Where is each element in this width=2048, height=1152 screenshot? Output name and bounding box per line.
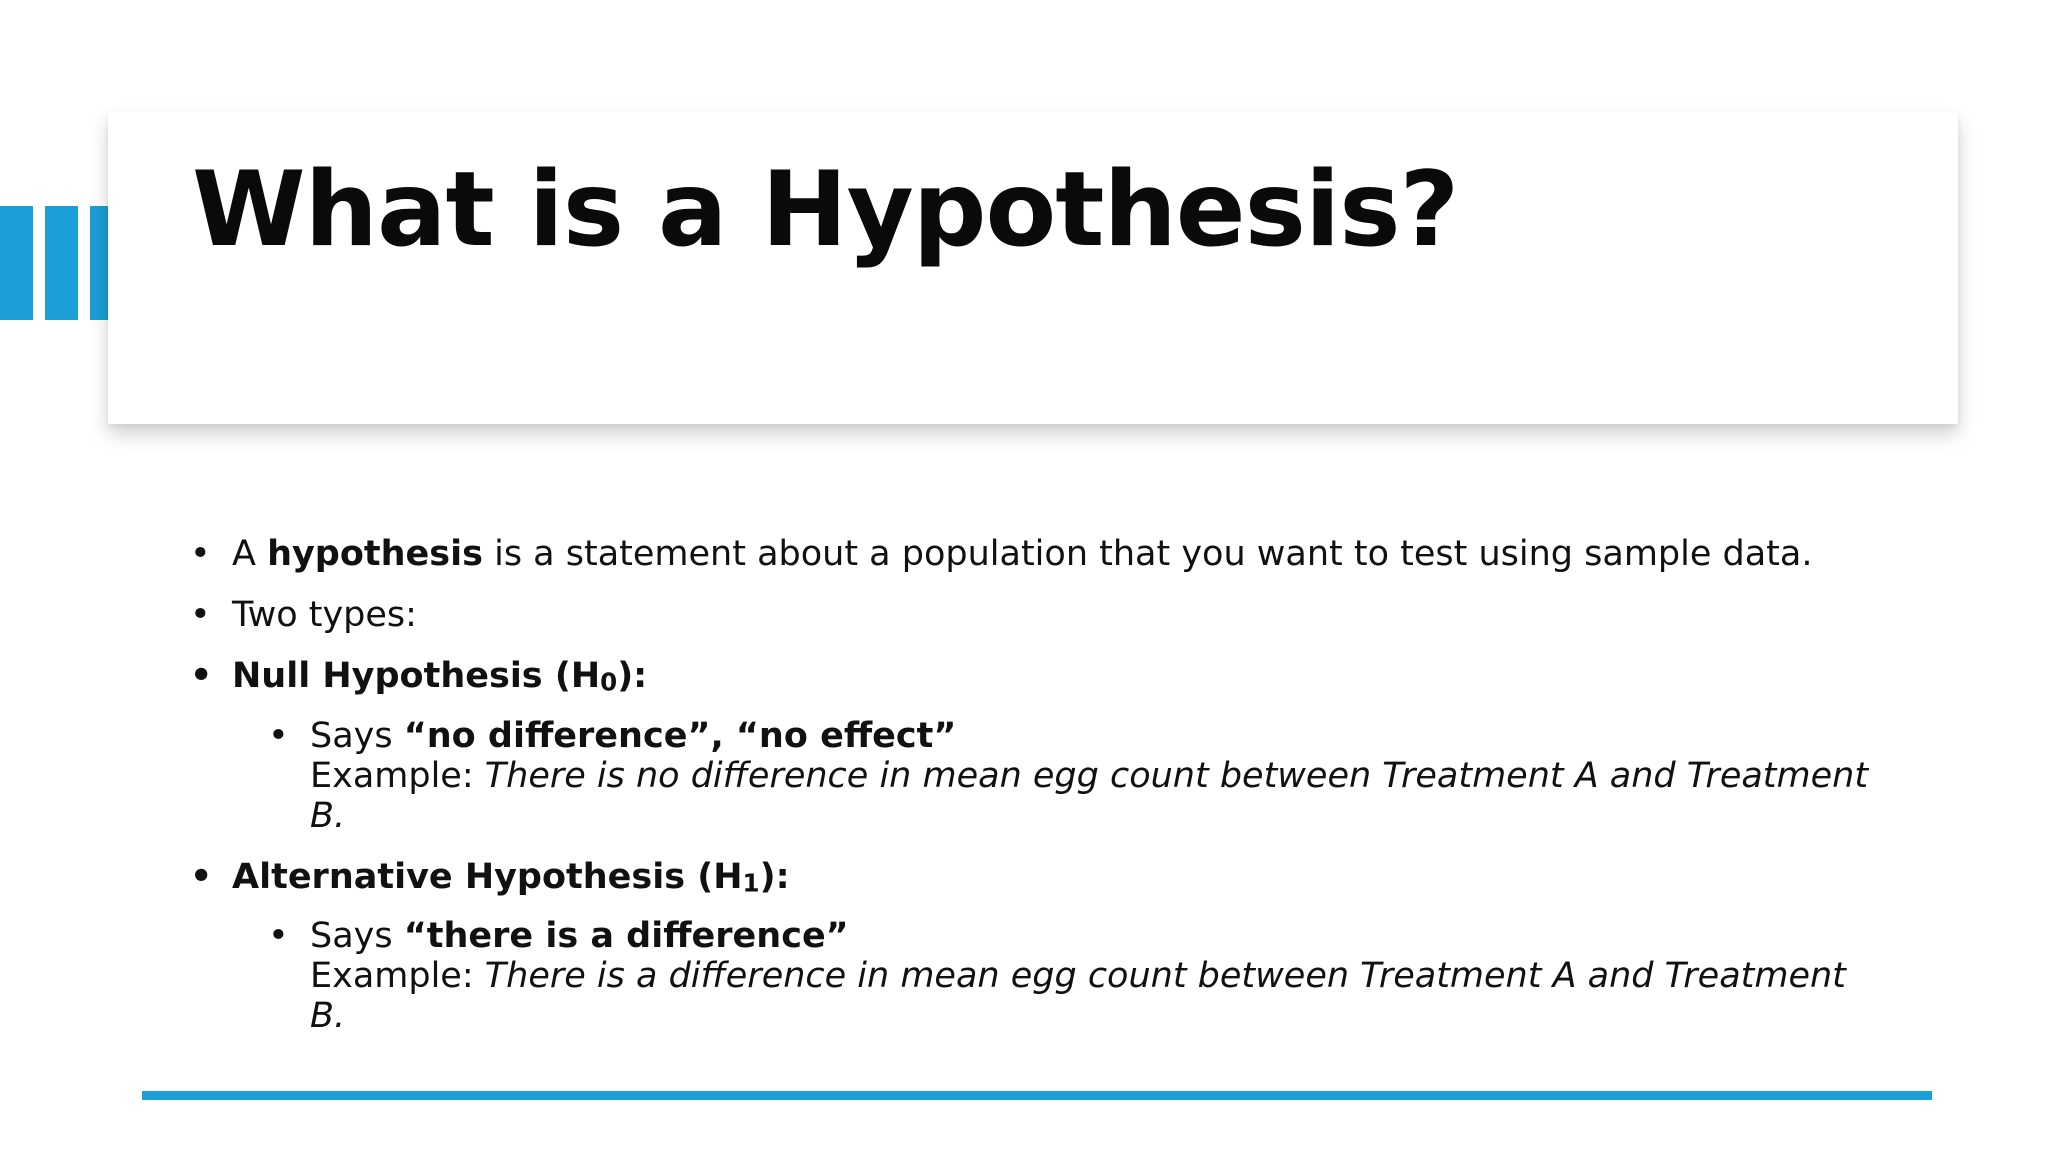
slide-body — [190, 534, 1890, 1057]
accent-bar-1 — [0, 206, 33, 320]
alt-hypothesis-subscript: 1 — [742, 868, 760, 898]
alt-says-quote: “there is a difference” — [403, 916, 849, 957]
bullet-alternative-hypothesis — [190, 857, 1890, 904]
null-says-prefix: Says — [310, 715, 404, 756]
sub-bullet-alt-says — [190, 916, 1890, 1036]
bullet-definition-rest: is a statement about a population that you want to test using sample data. — [482, 534, 1813, 574]
title-card — [108, 112, 1958, 424]
null-hypothesis-suffix: ): — [617, 656, 648, 696]
bullet-two-types-text: Two types: — [232, 595, 417, 635]
sub-bullet-null-says — [190, 716, 1890, 836]
null-says-quote: “no difference”, “no effect” — [403, 715, 957, 756]
alt-example-text: There is a difference in mean egg count between Treatment A and Treatment B. — [310, 956, 1846, 1037]
null-example-label: Example: — [310, 755, 485, 796]
bullet-null-hypothesis — [190, 656, 1890, 703]
bullet-two-types — [190, 595, 1890, 635]
slide-title: What is a Hypothesis? — [192, 150, 1459, 270]
null-hypothesis-subscript: 0 — [600, 667, 618, 697]
accent-bar-3 — [90, 206, 108, 320]
alt-example-label: Example: — [310, 956, 485, 997]
alt-hypothesis-suffix: ): — [759, 856, 790, 897]
footer-divider — [142, 1091, 1932, 1100]
bullet-definition — [190, 534, 1890, 574]
bullet-definition-term: hypothesis — [267, 534, 483, 574]
accent-bar-2 — [45, 206, 78, 320]
alt-hypothesis-label: Alternative Hypothesis (H — [232, 856, 743, 897]
null-example-text: There is no difference in mean egg count between Treatment A and Treatment B. — [310, 755, 1869, 836]
null-hypothesis-label: Null Hypothesis (H — [232, 656, 601, 696]
alt-says-prefix: Says — [310, 916, 404, 957]
bullet-definition-prefix: A — [232, 534, 268, 574]
